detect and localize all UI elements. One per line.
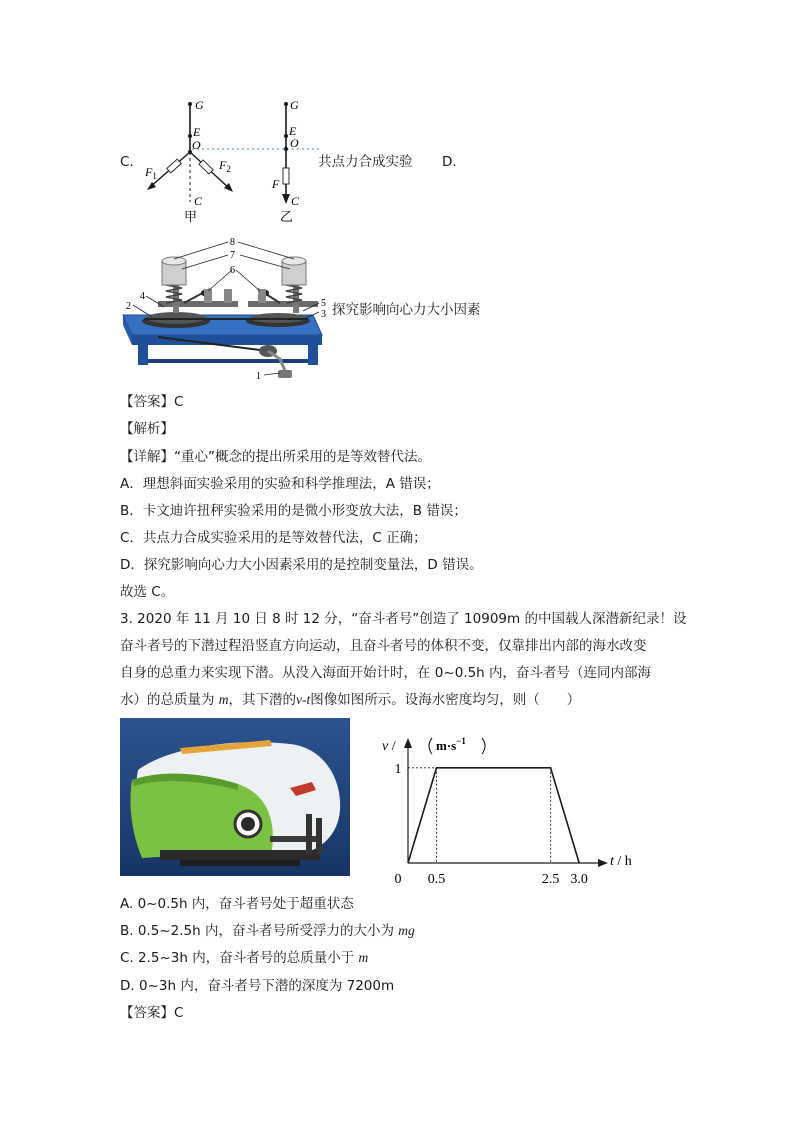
explain-conclusion: 故选 C。 — [120, 584, 175, 600]
num-7: 7 — [230, 250, 235, 261]
explain-line-b: B．卡文迪许扭秤实验采用的是微小形变放大法，B 错误； — [120, 503, 467, 519]
option-c-m: m — [358, 950, 369, 965]
detail-line — [120, 447, 431, 467]
num-4: 4 — [140, 291, 145, 302]
vt-chart — [370, 728, 640, 886]
chart-axes — [404, 738, 608, 867]
y-axis-unit: $m\cdot s^{-1}$ — [436, 736, 466, 753]
option-d: D. 0~3h 内，奋斗者号下潜的深度为 7200m — [120, 978, 395, 994]
centripetal-apparatus-figure — [118, 233, 333, 385]
x-axis-label: t / h — [610, 854, 632, 869]
option-c — [120, 948, 368, 968]
x-tick-label: 3.0 — [570, 872, 588, 886]
answer-1 — [120, 392, 183, 412]
label-e-jia: E — [193, 125, 201, 139]
origin-label: 0 — [394, 872, 402, 886]
q3-line-4-vt: v-t — [296, 692, 311, 707]
label-o-jia: O — [192, 138, 201, 152]
answer-2 — [120, 1003, 183, 1023]
option-b — [120, 921, 415, 941]
option-c-prefix: C. — [120, 154, 134, 170]
explain-line-a: A．理想斜面实验采用的实验和科学推理法，A 错误； — [120, 476, 440, 492]
option-c-text: C. 2.5~3h 内，奋斗者号的总质量小于 — [120, 950, 359, 966]
num-8: 8 — [230, 237, 235, 248]
label-e-yi: E — [289, 124, 297, 138]
chart-tick-labels — [395, 762, 588, 886]
detail-label: 【详解】 — [120, 449, 174, 465]
q3-line-4 — [120, 690, 580, 710]
answer-2-label: 【答案】 — [120, 1005, 174, 1021]
label-yi: 乙 — [280, 209, 294, 224]
q3-line-4-m: m — [218, 692, 229, 707]
label-g-yi: G — [290, 98, 299, 112]
option-b-mg: mg — [398, 923, 415, 938]
y-axis-label: v / — [382, 739, 396, 754]
chart-guides — [408, 768, 551, 863]
label-g-jia: G — [195, 98, 204, 112]
answer-2-value: C — [174, 1005, 184, 1021]
num-1: 1 — [256, 371, 261, 382]
x-tick-label: 0.5 — [427, 872, 446, 886]
force-fig-caption: 共点力合成实验 — [318, 154, 413, 170]
q3-line-2: 奋斗者号的下潜过程沿竖直方向运动，且奋斗者号的体积不变，仅靠排出内部的海水改变 — [120, 638, 647, 654]
label-f2: $F_2$ — [219, 158, 231, 174]
q3-line-4-part-a: 水）的总质量为 — [120, 692, 219, 708]
label-c-jia: C — [194, 194, 203, 208]
q3-line-3: 自身的总重力来实现下潜。从没入海面开始计时，在 0~0.5h 内，奋斗者号（连同内部海 — [120, 665, 652, 681]
num-5: 5 — [321, 298, 326, 309]
num-2: 2 — [126, 301, 131, 312]
y-tick-label: 1 — [394, 761, 402, 777]
option-b-text: B. 0.5~2.5h 内，奋斗者号所受浮力的大小为 — [120, 923, 399, 939]
label-jia: 甲 — [184, 209, 198, 224]
centripetal-caption: 探究影响向心力大小因素 — [332, 302, 481, 318]
option-a: A. 0~0.5h 内，奋斗者号处于超重状态 — [120, 896, 354, 912]
label-f: F — [272, 177, 280, 191]
explain-line-d: D．探究影响向心力大小因素采用的是控制变量法，D 错误。 — [120, 557, 483, 573]
answer-label: 【答案】 — [120, 394, 174, 410]
detail-text: “重心”概念的提出所采用的是等效替代法。 — [174, 449, 431, 465]
q3-line-4-part-b: ，其下潜的 — [228, 692, 297, 708]
label-o-yi: O — [290, 136, 299, 150]
label-c-yi: C — [291, 194, 300, 208]
answer-value: C — [174, 394, 184, 410]
num-3: 3 — [321, 309, 326, 320]
x-tick-label: 2.5 — [541, 872, 560, 886]
vt-series-line — [408, 768, 579, 863]
q3-line-1: 3. 2020 年 11 月 10 日 8 时 12 分，“奋斗者号”创造了 10909m 的中国载人深潜新纪录！设 — [120, 611, 687, 627]
q3-line-4-part-c: 图像如图所示。设海水密度均匀，则（ ） — [310, 692, 581, 708]
num-6: 6 — [230, 265, 235, 276]
option-d-prefix: D. — [442, 154, 457, 170]
analysis-label: 【解析】 — [120, 421, 174, 437]
submersible-image — [120, 718, 350, 876]
explain-line-c: C．共点力合成实验采用的是等效替代法，C 正确； — [120, 530, 427, 546]
label-f1: $F_1$ — [145, 165, 157, 181]
